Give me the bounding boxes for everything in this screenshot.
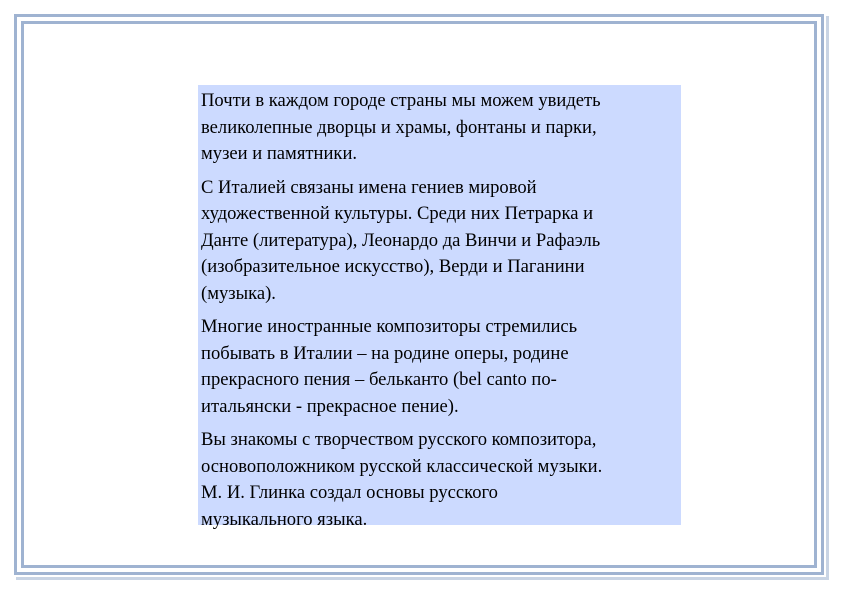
paragraph-line: художественной культуры. Среди них Петрарка и	[201, 203, 594, 224]
frame-shadow-right	[826, 16, 829, 579]
paragraph-line: (изобразительное искусство), Верди и Паганини	[201, 256, 585, 277]
paragraph-line: Почти в каждом городе страны мы можем увидеть	[201, 90, 601, 111]
paragraph-line: М. И. Глинка создал основы русского	[201, 482, 498, 503]
paragraph-line: побывать в Италии – на родине оперы, родине	[201, 342, 569, 364]
paragraph-cities	[201, 88, 677, 168]
frame-shadow-bottom	[16, 577, 829, 580]
paragraph-line: С Италией связаны имена гениев мировой	[201, 176, 537, 198]
paragraph-line: основоположником русской классической музыки.	[201, 455, 603, 477]
paragraph-line: великолепные дворцы и храмы, фонтаны и парки,	[201, 116, 597, 138]
paragraph-composers	[201, 314, 677, 420]
text-box[interactable]	[198, 85, 681, 530]
paragraph-line: музыкального языка.	[201, 508, 368, 530]
paragraph-glinka	[201, 427, 677, 533]
paragraph-line: Многие иностранные композиторы стремились	[201, 316, 578, 337]
paragraph-line: (музыка).	[201, 282, 276, 304]
paragraph-line: Данте (литература), Леонардо да Винчи и Рафаэль	[201, 229, 601, 251]
paragraph-line: музеи и памятники.	[201, 143, 358, 164]
paragraph-line: итальянски - прекрасное пение).	[201, 395, 459, 417]
paragraph-line: прекрасного пения – бельканто (bel canto по-	[201, 369, 557, 390]
paragraph-geniuses	[201, 175, 677, 308]
paragraph-line: Вы знакомы с творчеством русского композитора,	[201, 429, 597, 450]
